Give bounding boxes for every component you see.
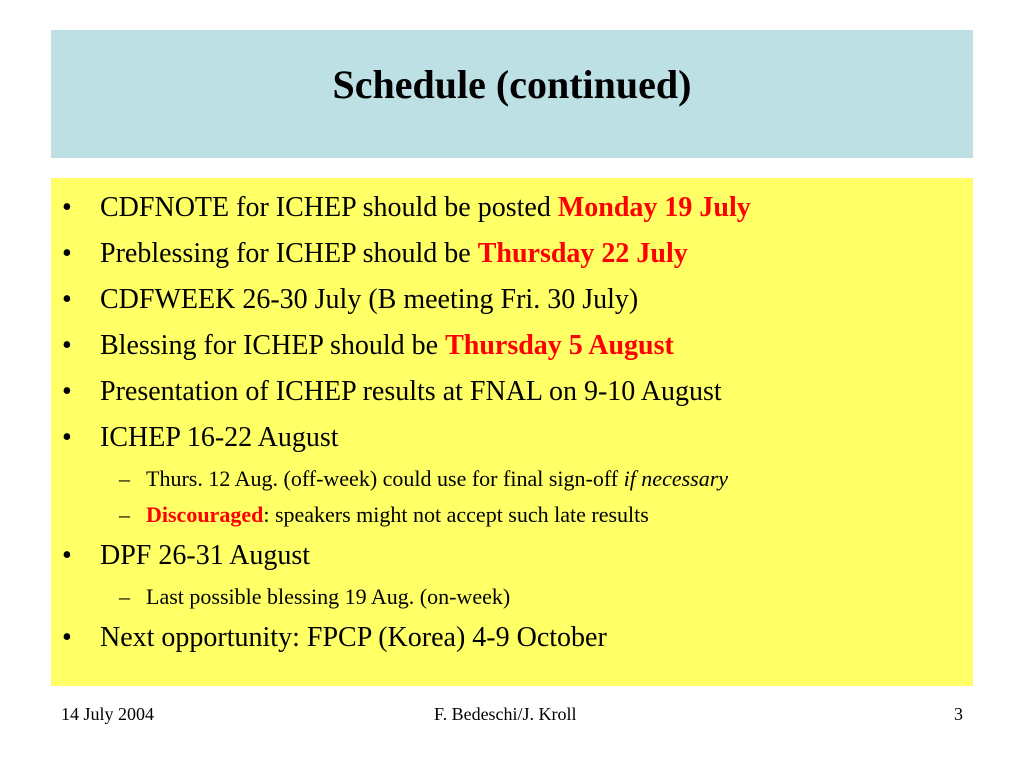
item-text: CDFWEEK 26-30 July (B meeting Fri. 30 July): [100, 284, 639, 315]
bullet-icon: •: [62, 422, 72, 453]
bullet-icon: •: [62, 330, 72, 361]
sub-list-item: [51, 461, 973, 497]
sub-list-item: [51, 579, 973, 615]
list-item: [51, 185, 973, 231]
sub-list-item: [51, 497, 973, 533]
bullet-icon: •: [62, 238, 72, 269]
slide-title: Schedule (continued): [332, 61, 692, 107]
item-text: Blessing for ICHEP should be: [100, 330, 446, 361]
sub-item-text: Last possible blessing 19 Aug. (on-week): [146, 584, 511, 609]
bullet-icon: •: [62, 284, 72, 315]
bullet-icon: •: [62, 540, 72, 571]
item-text: Presentation of ICHEP results at FNAL on 9-10 August: [100, 376, 722, 407]
dash-icon: –: [119, 502, 130, 527]
title-box: [51, 30, 973, 158]
bullet-icon: •: [62, 376, 72, 407]
sub-item-highlight: Discouraged: [146, 502, 264, 527]
list-item: [51, 615, 973, 661]
item-text: Next opportunity: FPCP (Korea) 4-9 October: [100, 622, 607, 653]
sub-item-italic: if necessary: [623, 466, 729, 491]
sub-item-text: Thurs. 12 Aug. (off-week) could use for final sign-off: [146, 466, 624, 491]
item-highlight: Monday 19 July: [557, 192, 751, 223]
list-item: [51, 323, 973, 369]
footer-date: 14 July 2004: [61, 704, 155, 724]
list-item: [51, 369, 973, 415]
bullet-icon: •: [62, 192, 72, 223]
list-item: [51, 231, 973, 277]
item-text: ICHEP 16-22 August: [100, 422, 339, 453]
content-box: [51, 178, 973, 686]
item-text: DPF 26-31 August: [100, 540, 311, 571]
page-number: 3: [954, 704, 963, 724]
footer-author: F. Bedeschi/J. Kroll: [434, 704, 577, 724]
item-text: CDFNOTE for ICHEP should be posted: [100, 192, 558, 223]
dash-icon: –: [119, 466, 130, 491]
bullet-icon: •: [62, 622, 72, 653]
list-item: [51, 415, 973, 461]
sub-item-text: : speakers might not accept such late results: [263, 502, 649, 527]
item-text: Preblessing for ICHEP should be: [100, 238, 478, 269]
list-item: [51, 533, 973, 579]
bullet-list: [51, 185, 973, 661]
item-highlight: Thursday 22 July: [477, 238, 688, 269]
list-item: [51, 277, 973, 323]
item-highlight: Thursday 5 August: [445, 330, 674, 361]
dash-icon: –: [119, 584, 130, 609]
